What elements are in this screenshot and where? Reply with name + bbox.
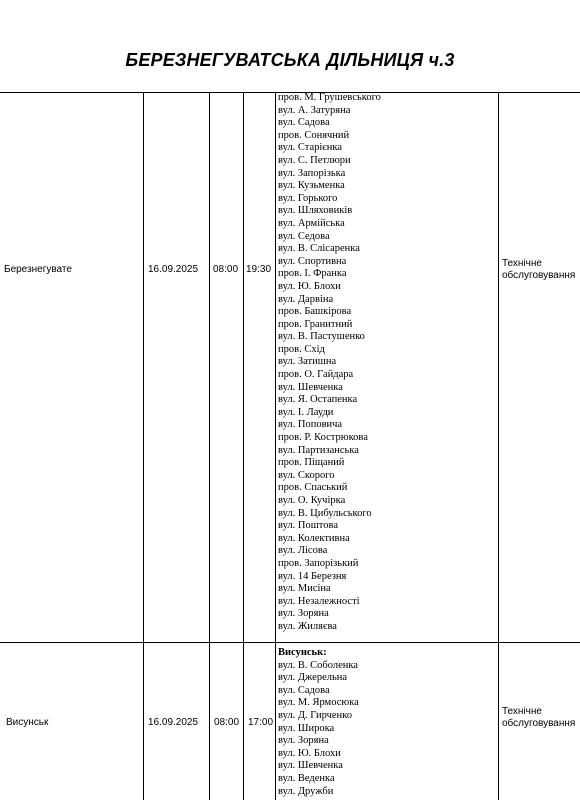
street-item: вул. С. Петлюри bbox=[278, 154, 351, 166]
street-item: вул. Кузьменка bbox=[278, 180, 345, 192]
street-item: вул. Джерельна bbox=[278, 672, 348, 684]
street-item: пров. Башкірова bbox=[278, 306, 352, 318]
column-divider bbox=[243, 92, 244, 800]
street-item: вул. Лісова bbox=[278, 545, 328, 557]
start-time-cell: 08:00 bbox=[214, 717, 240, 728]
street-item: пров. Запорізький bbox=[278, 557, 359, 569]
street-item: пров. Р. Кострюкова bbox=[278, 432, 368, 444]
street-item: пров. Схід bbox=[278, 343, 325, 355]
page-title: БЕРЕЗНЕГУВАТСЬКА ДІЛЬНИЦЯ ч.3 bbox=[125, 50, 455, 70]
street-item: вул. Шевченка bbox=[278, 381, 343, 393]
end-time-cell: 17:00 bbox=[248, 717, 274, 728]
street-item: вул. В. Слісаренка bbox=[278, 243, 360, 255]
street-item: пров. Піщаний bbox=[278, 457, 345, 469]
street-item: вул. А. Затуряна bbox=[278, 104, 351, 116]
street-item: вул. Армійська bbox=[278, 217, 345, 229]
column-divider bbox=[209, 92, 210, 800]
street-item: вул. Садова bbox=[278, 684, 330, 696]
street-item: вул. Партизанська bbox=[278, 444, 359, 456]
column-divider bbox=[498, 92, 499, 800]
street-item: вул. Поповича bbox=[278, 419, 343, 431]
street-item: вул. Поштова bbox=[278, 520, 338, 532]
street-item: вул. В. Пастушенко bbox=[278, 331, 365, 343]
street-item: вул. Колективна bbox=[278, 532, 350, 544]
streets-heading: Висунськ: bbox=[278, 647, 327, 658]
street-item: вул. І. Лауди bbox=[278, 406, 334, 418]
street-item: вул. В. Цибульського bbox=[278, 507, 372, 519]
street-item: вул. Я. Остапенка bbox=[278, 394, 358, 406]
street-item: вул. Горького bbox=[278, 192, 338, 204]
outage-table bbox=[0, 92, 580, 800]
street-item: вул. 14 Березня bbox=[278, 570, 347, 582]
streets-list bbox=[278, 92, 381, 634]
street-item: вул. М. Ярмосюка bbox=[278, 697, 359, 709]
street-item: вул. Запорізька bbox=[278, 167, 346, 179]
settlement-cell: Березнегувате bbox=[4, 264, 72, 275]
street-item: вул. Спортивна bbox=[278, 255, 347, 267]
street-item: пров. Гранитний bbox=[278, 318, 353, 330]
street-item: вул. Седова bbox=[278, 230, 330, 242]
street-item: пров. М. Грушевського bbox=[278, 92, 381, 103]
settlement-cell: Висунськ bbox=[6, 717, 49, 728]
street-item: вул. Дарвіна bbox=[278, 293, 334, 305]
street-item: вул. Широка bbox=[278, 722, 335, 734]
start-time-cell: 08:00 bbox=[213, 264, 239, 275]
column-divider bbox=[143, 92, 144, 800]
street-item: пров. Сонячний bbox=[278, 129, 350, 141]
column-divider bbox=[275, 92, 276, 800]
street-item: вул. Зоряна bbox=[278, 608, 329, 620]
street-item: вул. Затишна bbox=[278, 356, 337, 368]
date-cell: 16.09.2025 bbox=[148, 717, 199, 728]
street-item: вул. Д. Гирченко bbox=[278, 709, 352, 721]
streets-list bbox=[278, 647, 359, 798]
street-item: вул. Шевченка bbox=[278, 760, 343, 772]
street-item: вул. Жиляєва bbox=[278, 620, 337, 632]
street-item: вул. Ю. Блохи bbox=[278, 747, 341, 759]
street-item: вул. Садова bbox=[278, 117, 330, 129]
date-cell: 16.09.2025 bbox=[148, 264, 199, 275]
street-item: вул. Шляховиків bbox=[278, 205, 353, 217]
street-item: вул. Дружби bbox=[278, 785, 334, 797]
work-type-cell: Технічне обслуговування bbox=[502, 258, 576, 281]
street-item: вул. Зоряна bbox=[278, 735, 329, 747]
work-type-cell: Технічне обслуговування bbox=[502, 706, 576, 729]
street-item: вул. В. Соболенка bbox=[278, 659, 358, 671]
row-divider bbox=[0, 642, 580, 643]
street-item: пров. І. Франка bbox=[278, 268, 347, 280]
end-time-cell: 19:30 bbox=[246, 264, 272, 275]
street-item: вул. Мисіна bbox=[278, 583, 331, 595]
street-item: пров. О. Гайдара bbox=[278, 369, 354, 381]
street-item: вул. Старієнка bbox=[278, 142, 343, 154]
street-item: пров. Спаський bbox=[278, 482, 348, 494]
street-item: вул. Скорого bbox=[278, 469, 335, 481]
street-item: вул. О. Кучірка bbox=[278, 495, 346, 506]
street-item: вул. Ю. Блохи bbox=[278, 280, 341, 292]
street-item: вул. Веденка bbox=[278, 772, 335, 784]
street-item: вул. Незалежності bbox=[278, 595, 360, 607]
